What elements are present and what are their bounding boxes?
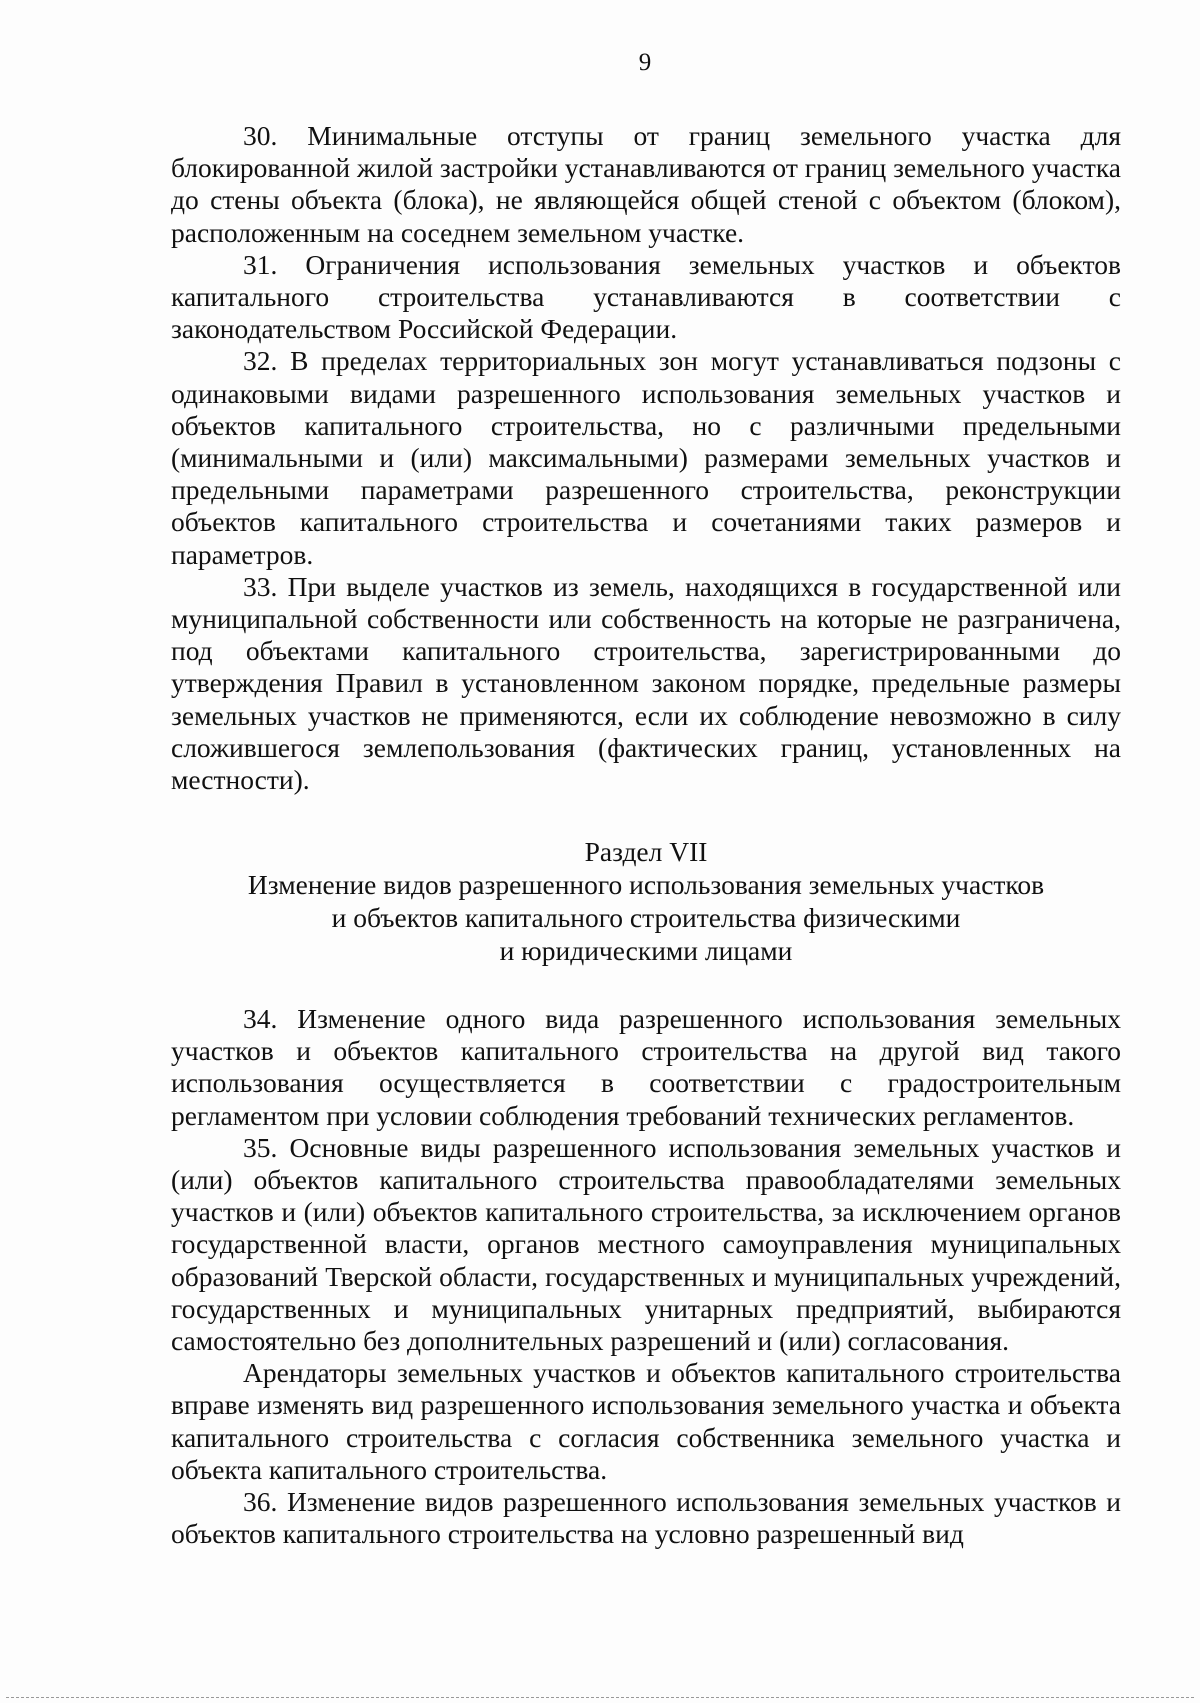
section-title-line: Изменение видов разрешенного использования земельных участков [247, 869, 1045, 900]
page-number: 9 [638, 49, 652, 76]
section-number: Раздел VII [584, 836, 708, 867]
paragraphs-after-section [171, 1003, 1121, 1550]
paragraph-31: 31. Ограничения использования земельных участков и объектов капитального строительства устанавливаются в соответствии с законодательством Российской Федерации. [171, 248, 1121, 345]
section-heading [171, 835, 1121, 967]
paragraph-35: 35. Основные виды разрешенного использования земельных участков и (или) объектов капитального строительства правообладателями земельных участков и (или) объектов капитального строительства, за исключением органов государственной власти, органов местного самоуправления муниципальных образований Тверской области, государственных и муниципальных учреждений, государственных и муниципальных унитарных предприятий, выбираются самостоятельно без дополнительных разрешений и (или) согласования. [171, 1131, 1121, 1357]
paragraph-30: 30. Минимальные отступы от границ земельного участка для блокированной жилой застройки устанавливаются от границ земельного участка до стены объекта (блока), не являющейся общей стеной с объектом (блоком), расположенным на соседнем земельном участке. [171, 120, 1121, 248]
paragraph-33: 33. При выделе участков из земель, находящихся в государственной или муниципальной собственности или собственность на которые не разграничена, под объектами капитального строительства, зарегистрированными до утверждения Правил в установленном законом порядке, предельные размеры земельных участков не применяются, если их соблюдение невозможно в силу сложившегося землепользования (фактических границ, установленных на местности). [171, 570, 1121, 796]
section-title-line: и юридическими лицами [499, 935, 793, 966]
section-title-line: и объектов капитального строительства физическими [331, 902, 961, 933]
paragraphs-before-section [171, 120, 1121, 796]
paragraph-35-tenants: Арендаторы земельных участков и объектов капитального строительства вправе изменять вид разрешенного использования земельного участка и объекта капитального строительства с согласия собственника земельного участка и объекта капитального строительства. [171, 1357, 1121, 1485]
paragraph-36: 36. Изменение видов разрешенного использования земельных участков и объектов капитального строительства на условно разрешенный вид [171, 1486, 1121, 1550]
paragraph-32: 32. В пределах территориальных зон могут устанавливаться подзоны с одинаковыми видами разрешенного использования земельных участков и объектов капитального строительства, но с различными предельными (минимальными и (или) максимальными) размерами земельных участков и предельными параметрами разрешенного строительства, реконструкции объектов капитального строительства и сочетаниями таких размеров и параметров. [171, 345, 1121, 570]
paragraph-34: 34. Изменение одного вида разрешенного использования земельных участков и объектов капитального строительства на другой вид такого использования осуществляется в соответствии с градостроительным регламентом при условии соблюдения требований технических регламентов. [171, 1003, 1121, 1131]
scan-bottom-edge [6, 1697, 1194, 1698]
